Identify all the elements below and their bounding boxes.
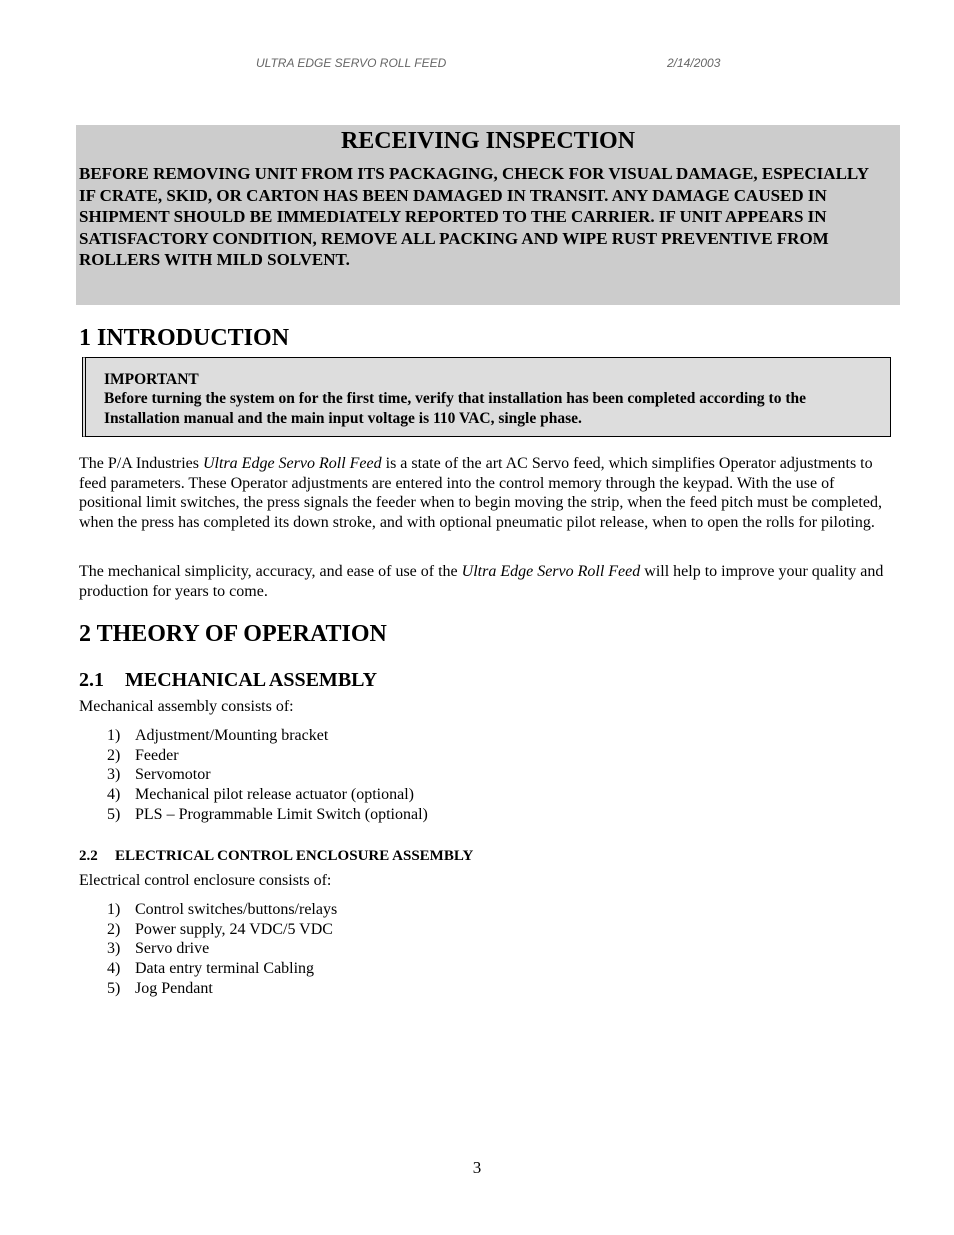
- list-item: 1) Control switches/buttons/relays: [107, 901, 338, 918]
- intro-paragraph-2: [79, 562, 894, 601]
- important-text: Before turning the system on for the first time, verify that installation has been completed according to the Installation manual and the main input voltage is 110 VAC, single phase.: [104, 390, 807, 427]
- electrical-enclosure-heading: [79, 847, 473, 865]
- list-item: 5) Jog Pendant: [107, 979, 213, 997]
- mechanical-assembly-heading: [79, 668, 377, 692]
- intro-p2-product-name: Ultra Edge Servo Roll Feed: [461, 563, 641, 580]
- electrical-enclosure-list: [107, 900, 337, 999]
- electrical-enclosure-title: ELECTRICAL CONTROL ENCLOSURE ASSEMBLY: [115, 848, 474, 864]
- intro-p2-rest: will help to improve your quality and production for years to come.: [79, 563, 884, 600]
- mechanical-assembly-list: [107, 726, 428, 825]
- electrical-enclosure-intro: Electrical control enclosure consists of:: [79, 872, 332, 889]
- intro-p1-rest: is a state of the art AC Servo feed, which simplifies Operator adjustments to feed parameters. These Operator adjustments are entered into the control memory through the keypad. With the use of positional limit switches, the press signals the feeder when to begin moving the strip, when the feed pitch must be completed, when the press has completed its down stroke, and with optional pneumatic pilot release, when to open the rolls for piloting.: [79, 455, 882, 532]
- intro-paragraph-1: [79, 454, 894, 533]
- list-item: 3) Servomotor: [107, 766, 211, 784]
- intro-p1-lead: The P/A Industries: [79, 455, 203, 472]
- list-item: 2) Feeder: [107, 746, 179, 764]
- intro-p1-product-name: Ultra Edge Servo Roll Feed: [203, 455, 382, 472]
- list-item: 4) Mechanical pilot release actuator (optional): [107, 786, 414, 804]
- list-item: 1) Adjustment/Mounting bracket: [107, 727, 329, 744]
- introduction-heading: 1 INTRODUCTION: [79, 325, 290, 351]
- mechanical-assembly-title: MECHANICAL ASSEMBLY: [125, 669, 378, 691]
- intro-p2-lead: The mechanical simplicity, accuracy, and ease of use of the: [79, 563, 462, 580]
- receiving-inspection-box: [76, 125, 900, 305]
- list-item: 2) Power supply, 24 VDC/5 VDC: [107, 920, 333, 938]
- mechanical-assembly-number: 2.1: [79, 669, 104, 691]
- list-item: 4) Data entry terminal Cabling: [107, 960, 315, 978]
- receiving-inspection-text: BEFORE REMOVING UNIT FROM ITS PACKAGING, CHECK FOR VISUAL DAMAGE, ESPECIALLY IF CRATE, SKID, OR CARTON HAS BEEN DAMAGED IN TRANSIT. ANY DAMAGE CAUSED IN SHIPMENT SHOULD BE IMMEDIATELY REPORTED TO THE CARRIER. IF UNIT APPEARS IN SATISFACTORY CONDITION, REMOVE ALL PACKING AND WIPE RUST PREVENTIVE FROM ROLLERS WITH MILD SOLVENT.: [79, 164, 869, 269]
- mechanical-assembly-intro: Mechanical assembly consists of:: [79, 698, 294, 715]
- list-item: 3) Servo drive: [107, 940, 210, 958]
- header-title: ULTRA EDGE SERVO ROLL FEED: [256, 56, 447, 70]
- important-notice-box: [82, 357, 891, 437]
- important-label: IMPORTANT: [104, 371, 199, 388]
- theory-of-operation-heading: 2 THEORY OF OPERATION: [79, 621, 387, 647]
- receiving-inspection-title: RECEIVING INSPECTION: [340, 128, 636, 154]
- electrical-enclosure-number: 2.2: [79, 848, 98, 864]
- page-number: 3: [472, 1158, 482, 1177]
- list-item: 5) PLS – Programmable Limit Switch (optional): [107, 805, 428, 823]
- header-date: 2/14/2003: [667, 56, 721, 70]
